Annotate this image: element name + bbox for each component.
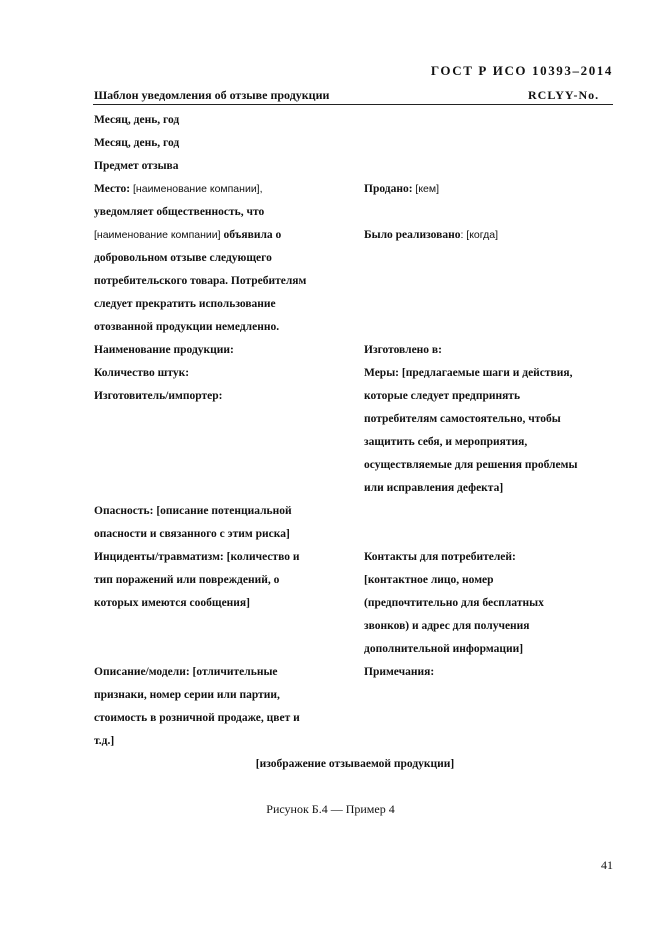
body-line-5: следует прекратить использование [94, 298, 276, 310]
notice-code: RCLYY-No. [528, 88, 600, 102]
incidents-line-1: Инциденты/травматизм: [количество и [94, 551, 300, 563]
contacts-line-5: дополнительной информации] [364, 643, 524, 655]
sold-value: [кем] [415, 183, 440, 195]
measures-line-2: которые следует предпринять [364, 390, 521, 402]
sold-when-label: Было реализовано [364, 229, 461, 241]
place-label: Место: [94, 183, 131, 195]
contacts-line-3: (предпочтительно для бесплатных [364, 597, 544, 609]
hazard-line-1: Опасность: [описание потенциальной [94, 505, 292, 517]
measures-line-6: или исправления дефекта] [364, 482, 504, 494]
body-line-4: потребительского товара. Потребителям [94, 275, 307, 287]
sold-label: Продано: [364, 183, 413, 195]
recall-subject: Предмет отзыва [94, 160, 179, 172]
header-rule [93, 104, 613, 105]
standard-number: ГОСТ Р ИСО 10393–2014 [430, 63, 613, 78]
incidents-line-3: которых имеются сообщения] [94, 597, 250, 609]
incidents-line-2: тип поражений или повреждений, о [94, 574, 280, 586]
contacts-line-1: Контакты для потребителей: [364, 551, 516, 563]
figure-caption: Рисунок Б.4 — Пример 4 [266, 802, 395, 816]
sold-line [364, 182, 439, 196]
announced-text: объявила о [223, 229, 282, 241]
template-title: Шаблон уведомления об отзыве продукции [94, 88, 330, 102]
contacts-line-2: [контактное лицо, номер [364, 574, 494, 586]
measures-line-5: осуществляемые для решения проблемы [364, 459, 578, 471]
announced-line [94, 228, 281, 242]
sold-when-value: : [когда] [460, 229, 498, 241]
hazard-line-2: опасности и связанного с этим риска] [94, 528, 290, 540]
place-line [94, 182, 263, 196]
body-line-6: отозванной продукции немедленно. [94, 321, 280, 333]
product-image-placeholder: [изображение отзываемой продукции] [255, 758, 455, 770]
date-line-2: Месяц, день, год [94, 137, 180, 149]
measures-line-3: потребителям самостоятельно, чтобы [364, 413, 561, 425]
product-name-label: Наименование продукции: [94, 344, 234, 356]
sold-when-line [364, 228, 498, 242]
description-line-2: признаки, номер серии или партии, [94, 689, 280, 701]
notes-label: Примечания: [364, 666, 435, 678]
made-in-label: Изготовлено в: [364, 344, 442, 356]
description-line-1: Описание/модели: [отличительные [94, 666, 278, 678]
page-number: 41 [601, 858, 613, 872]
measures-line-1: Меры: [предлагаемые шаги и действия, [364, 367, 573, 379]
company-placeholder: [наименование компании] [94, 229, 221, 241]
place-value: [наименование компании], [133, 183, 263, 195]
description-line-3: стоимость в розничной продаже, цвет и [94, 712, 300, 724]
measures-line-4: защитить себя, и мероприятия, [364, 436, 528, 448]
description-line-4: т.д.] [94, 735, 115, 747]
body-line-3: добровольном отзыве следующего [94, 252, 272, 264]
date-line-1: Месяц, день, год [94, 114, 180, 126]
notifies-line: уведомляет общественность, что [94, 206, 265, 218]
quantity-label: Количество штук: [94, 367, 190, 379]
contacts-line-4: звонков) и адрес для получения [364, 620, 530, 632]
manufacturer-label: Изготовитель/импортер: [94, 390, 223, 402]
